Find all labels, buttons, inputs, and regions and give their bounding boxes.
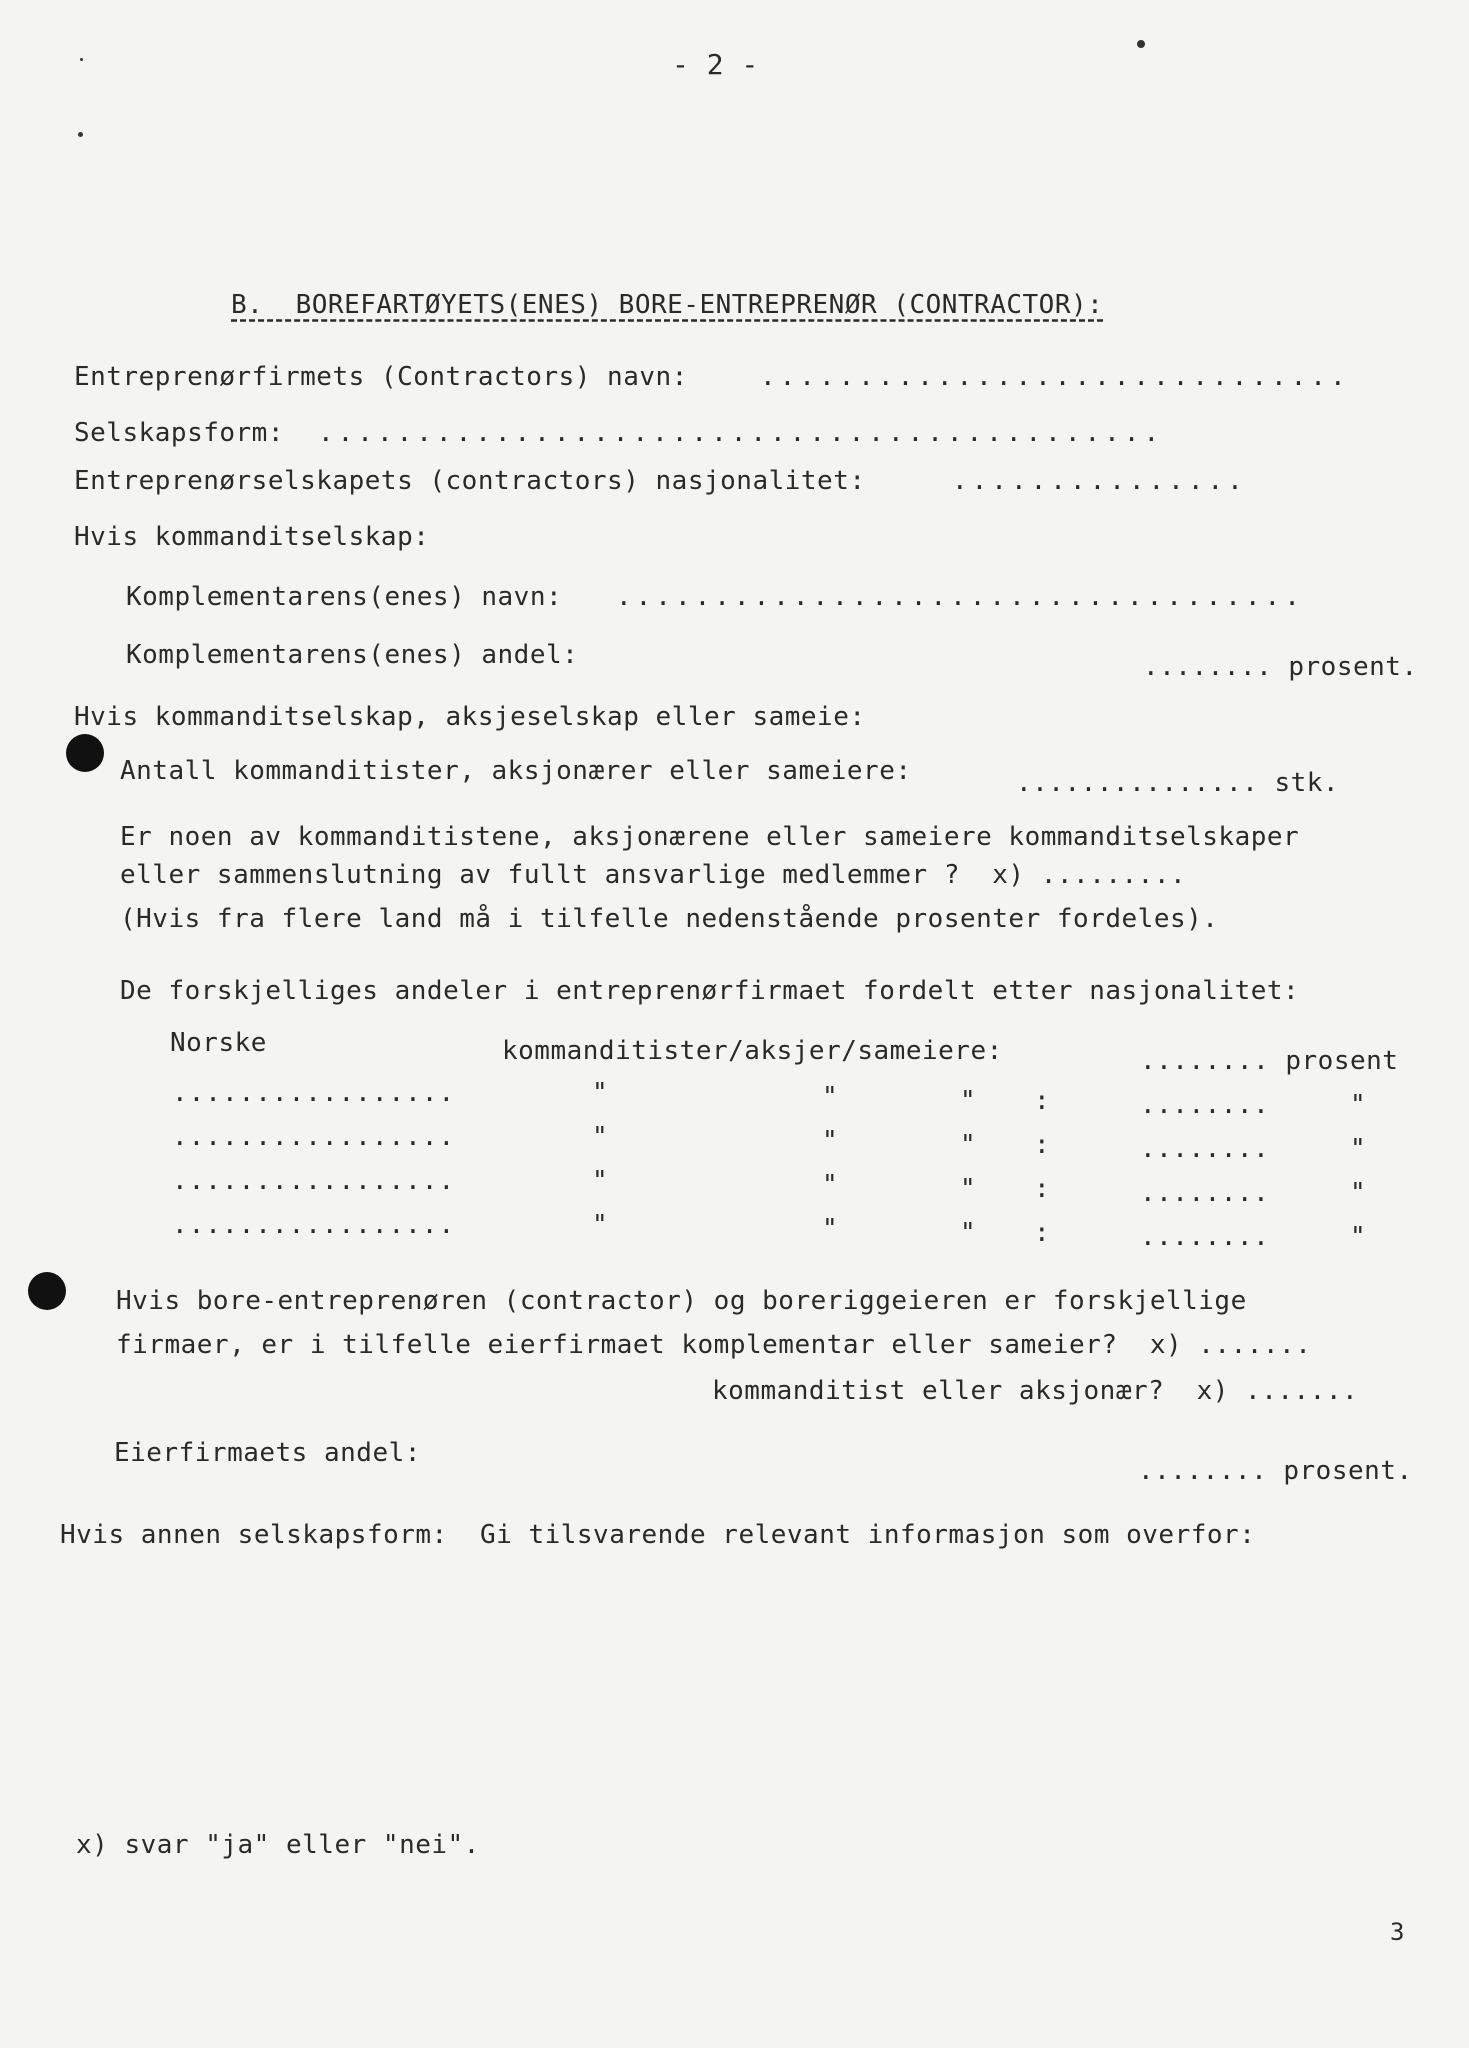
- company-form-label: Selskapsform:: [74, 418, 284, 448]
- row-ditto-1: ": [592, 1166, 609, 1196]
- other-form-text: Hvis annen selskapsform: Gi tilsvarende relevant informasjon som overfor:: [60, 1520, 1256, 1550]
- if-ltd-or-joint: Hvis kommanditselskap, aksjeselskap eller sameie:: [74, 702, 866, 732]
- question-2-line-1: Hvis bore-entreprenøren (contractor) og boreriggeieren er forskjellige: [116, 1286, 1247, 1316]
- contractor-name-value: ..............................: [760, 362, 1350, 392]
- table-header-value: ........ prosent: [1140, 1046, 1399, 1076]
- row-ditto-3: ": [960, 1130, 977, 1160]
- row-colon: :: [1034, 1086, 1051, 1116]
- row-ditto-1: ": [592, 1078, 609, 1108]
- company-form-value: ...........................................: [318, 418, 1164, 448]
- row-ditto-2: ": [822, 1214, 839, 1244]
- row-name: .................: [172, 1166, 456, 1196]
- owner-share-label: Eierfirmaets andel:: [114, 1438, 421, 1468]
- question-2-line-3: kommanditist eller aksjonær? x) .......: [712, 1376, 1359, 1406]
- speck: [78, 132, 83, 137]
- question-1-line-3: (Hvis fra flere land må i tilfelle nedenstående prosenter fordeles).: [120, 904, 1219, 934]
- num-partners-value: ............... stk.: [1016, 768, 1340, 798]
- general-partner-name-value: ...................................: [616, 582, 1304, 612]
- table-middle-header: kommanditister/aksjer/sameiere:: [502, 1036, 1003, 1066]
- row-ditto-3: ": [960, 1218, 977, 1248]
- nationality-label: Entreprenørselskapets (contractors) nasjonalitet:: [74, 466, 866, 496]
- contractor-name-label: Entreprenørfirmets (Contractors) navn:: [74, 362, 688, 392]
- section-title: B. BOREFARTØYETS(ENES) BORE-ENTREPRENØR (CONTRACTOR):: [231, 290, 1104, 320]
- page-marker: - 2 -: [672, 48, 759, 81]
- shares-intro: De forskjelliges andeler i entreprenørfirmaet fordelt etter nasjonalitet:: [120, 976, 1300, 1006]
- num-partners-label: Antall kommanditister, aksjonærer eller sameiere:: [120, 756, 912, 786]
- row-unit: ": [1350, 1222, 1367, 1252]
- page-number: 3: [1390, 1918, 1405, 1946]
- row-colon: :: [1034, 1130, 1051, 1160]
- bullet-dot: [66, 734, 104, 772]
- row-value: ........: [1140, 1222, 1270, 1252]
- row-name: .................: [172, 1210, 456, 1240]
- owner-share-value: ........ prosent.: [1138, 1456, 1413, 1486]
- nationality-value: ...............: [952, 466, 1247, 496]
- speck: [1137, 40, 1145, 48]
- bullet-dot: [28, 1272, 66, 1310]
- row-name: .................: [172, 1122, 456, 1152]
- question-1-line-1: Er noen av kommanditistene, aksjonærene eller sameiere kommanditselskaper: [120, 822, 1300, 852]
- row-ditto-2: ": [822, 1170, 839, 1200]
- general-partner-share-value: ........ prosent.: [1143, 652, 1418, 682]
- speck: [80, 58, 83, 61]
- question-1-line-2: eller sammenslutning av fullt ansvarlige medlemmer ? x) .........: [120, 860, 1187, 890]
- footnote: x) svar "ja" eller "nei".: [76, 1830, 480, 1860]
- general-partner-name-label: Komplementarens(enes) navn:: [126, 582, 563, 612]
- row-value: ........: [1140, 1134, 1270, 1164]
- row-name: .................: [172, 1078, 456, 1108]
- row-ditto-2: ": [822, 1082, 839, 1112]
- row-ditto-1: ": [592, 1210, 609, 1240]
- row-unit: ": [1350, 1090, 1367, 1120]
- row-ditto-3: ": [960, 1086, 977, 1116]
- row-ditto-3: ": [960, 1174, 977, 1204]
- question-2-line-2: firmaer, er i tilfelle eierfirmaet komplementar eller sameier? x) .......: [116, 1330, 1312, 1360]
- row-colon: :: [1034, 1218, 1051, 1248]
- row-value: ........: [1140, 1090, 1270, 1120]
- row-unit: ": [1350, 1178, 1367, 1208]
- row-ditto-1: ": [592, 1122, 609, 1152]
- row-value: ........: [1140, 1178, 1270, 1208]
- row-colon: :: [1034, 1174, 1051, 1204]
- row-unit: ": [1350, 1134, 1367, 1164]
- table-first-col-header: Norske: [170, 1028, 267, 1058]
- row-ditto-2: ": [822, 1126, 839, 1156]
- if-limited-partnership: Hvis kommanditselskap:: [74, 522, 430, 552]
- general-partner-share-label: Komplementarens(enes) andel:: [126, 640, 579, 670]
